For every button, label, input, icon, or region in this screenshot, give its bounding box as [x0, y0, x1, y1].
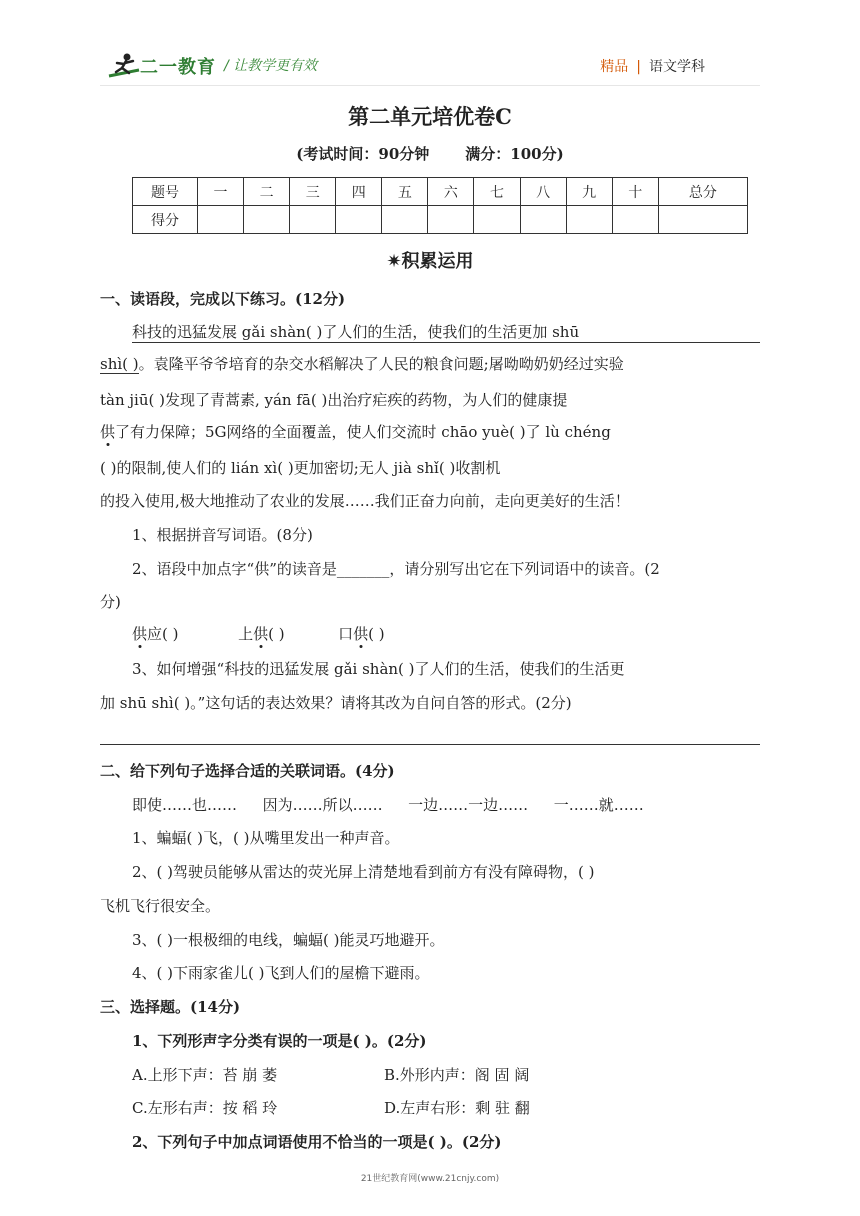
- choice-option: C.左形右声：按 稻 玲: [132, 1099, 278, 1117]
- answer-line[interactable]: [100, 744, 760, 745]
- score-table: [132, 177, 748, 234]
- section-heading: ✷积累运用: [386, 251, 474, 272]
- option-item: 一……就……: [553, 796, 644, 814]
- choice-option: B.外形内声：阁 固 阔: [384, 1066, 530, 1084]
- table-cell: 五: [382, 178, 428, 206]
- table-cell: 四: [336, 178, 382, 206]
- table-cell: 六: [428, 178, 474, 206]
- score-table-score-row: [133, 206, 748, 234]
- table-cell: 八: [520, 178, 566, 206]
- word-item: 口供( ): [338, 625, 385, 643]
- question-1-sub-3: 3、如何增强“科技的迅猛发展 gǎi shàn( )了人们的生活，使我们的生活更: [132, 660, 625, 678]
- question-2-title: 二、给下列句子选择合适的关联词语。(4分): [100, 762, 395, 780]
- question-2-item: 1、蝙蝠( )飞，( )从嘴里发出一种声音。: [132, 829, 400, 847]
- exam-info: [0, 143, 860, 164]
- header-slogan: / 让教学更有效: [224, 58, 318, 74]
- table-cell: 十: [612, 178, 658, 206]
- passage-line: tàn jiū( )发现了青蒿素, yán fā( )出治疗疟疾的药物，为人们的健康提: [100, 391, 568, 409]
- header-quality-label: 精品: [600, 59, 629, 75]
- dotted-character: 供: [100, 423, 116, 441]
- option-item: 因为……所以……: [262, 796, 383, 814]
- header-divider: [100, 85, 760, 86]
- table-cell: 七: [474, 178, 520, 206]
- choice-option: D.左声右形：剩 驻 翻: [384, 1099, 530, 1117]
- passage-line: 的投入使用,极大地推动了农业的发展……我们正奋力向前，走向更美好的生活！: [100, 492, 630, 510]
- question-1-sub-3-cont: 加 shū shì( )。”这句话的表达效果？请将其改为自问自答的形式。(2分): [100, 694, 572, 712]
- conjunction-options: [132, 795, 644, 815]
- page-header: [100, 50, 760, 84]
- question-3-title: 三、选择题。(14分): [100, 998, 241, 1016]
- score-input-cell[interactable]: [336, 206, 382, 234]
- question-1-sub-1: 1、根据拼音写词语。(8分): [132, 526, 313, 544]
- question-2-item: 3、( )一根极细的电线，蝙蝠( )能灵巧地避开。: [132, 931, 445, 949]
- score-table-header-row: [133, 178, 748, 206]
- logo-text: 二一教育: [140, 57, 216, 78]
- exam-full-score: 满分：100分): [465, 145, 564, 163]
- page-footer: 21世纪教育网(www.21cnjy.com): [360, 1174, 500, 1184]
- question-2-item: 2、( )驾驶员能够从雷达的荧光屏上清楚地看到前方有没有障碍物，( ): [132, 863, 595, 881]
- page-title: 第二单元培优卷C: [348, 104, 512, 129]
- table-cell: 二: [244, 178, 290, 206]
- choice-option: A.上形下声：苔 崩 萎: [132, 1066, 278, 1084]
- score-input-cell[interactable]: [474, 206, 520, 234]
- question-1-sub-2: 2、语段中加点字“供”的读音是_______，请分别写出它在下列词语中的读音。(2: [132, 560, 660, 578]
- header-subject-label: 语文学科: [649, 59, 705, 75]
- passage-line: ( )的限制,使人们的 lián xì( )更加密切;无人 jià shǐ( )收割机: [100, 459, 501, 477]
- score-input-cell[interactable]: [520, 206, 566, 234]
- word-item: 上供( ): [238, 625, 285, 643]
- score-input-cell[interactable]: [244, 206, 290, 234]
- option-item: 即使……也……: [132, 796, 238, 814]
- score-input-cell[interactable]: [566, 206, 612, 234]
- score-input-cell[interactable]: [658, 206, 747, 234]
- reading-words: [132, 624, 385, 644]
- score-input-cell[interactable]: [612, 206, 658, 234]
- table-cell: 三: [290, 178, 336, 206]
- score-input-cell[interactable]: [290, 206, 336, 234]
- table-cell: 一: [198, 178, 244, 206]
- passage-line: 科技的迅猛发展 gǎi shàn( )了人们的生活，使我们的生活更加 shū: [132, 322, 760, 343]
- word-item: 供应( ): [132, 625, 179, 643]
- question-2-item-cont: 飞机飞行很安全。: [100, 897, 221, 915]
- table-cell: 总分: [658, 178, 747, 206]
- table-cell: 题号: [133, 178, 198, 206]
- question-2-item: 4、( )下雨家雀儿( )飞到人们的屋檐下避雨。: [132, 964, 430, 982]
- question-3-sub-1: 1、下列形声字分类有误的一项是( )。(2分): [132, 1032, 427, 1050]
- header-separator: |: [636, 59, 641, 75]
- table-cell: 得分: [133, 206, 198, 234]
- option-item: 一边……一边……: [408, 796, 529, 814]
- question-1-title: 一、读语段，完成以下练习。(12分): [100, 290, 346, 308]
- exam-time: (考试时间：90分钟: [296, 145, 430, 163]
- score-input-cell[interactable]: [382, 206, 428, 234]
- header-right: [600, 56, 705, 76]
- question-1-sub-2-cont: 分): [100, 593, 121, 611]
- passage-underlined-text: shì( ): [100, 355, 139, 373]
- passage-line: 供了有力保障；5G网络的全面覆盖，使人们交流时 chāo yuè( )了 lù chéng: [100, 423, 611, 441]
- score-input-cell[interactable]: [198, 206, 244, 234]
- table-cell: 九: [566, 178, 612, 206]
- question-3-sub-2: 2、下列句子中加点词语使用不恰当的一项是( )。(2分): [132, 1133, 502, 1151]
- score-input-cell[interactable]: [428, 206, 474, 234]
- passage-line: shì( )。袁隆平爷爷培育的杂交水稻解决了人民的粮食问题;屠呦呦奶奶经过实验: [100, 355, 624, 373]
